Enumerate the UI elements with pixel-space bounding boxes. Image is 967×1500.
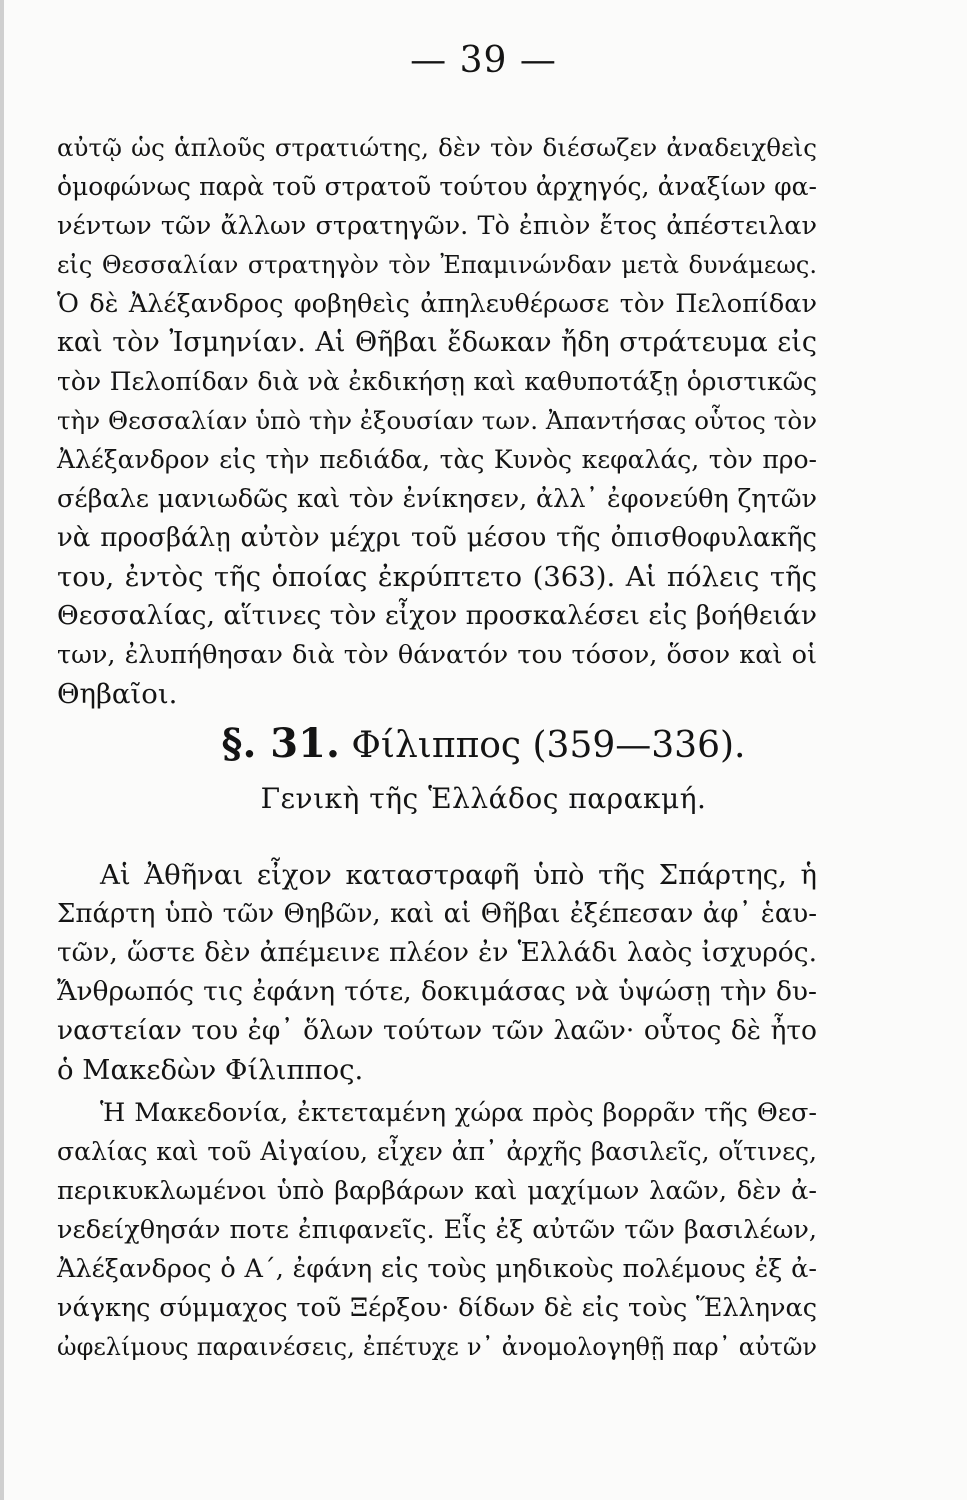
text-line: νάγκης σύμμαχος τοῦ Ξέρξου· δίδων δὲ εἰς τοὺς Ἕλληνας: [57, 1293, 817, 1323]
text-line: Θεσσαλίας, αἵτινες τὸν εἶχον προσκαλέσει εἰς βοήθειάν: [57, 600, 817, 631]
text-line: Ἡ Μακεδονία, ἐκτεταμένη χώρα πρὸς βορρᾶν τῆς Θεσ-: [100, 1098, 817, 1128]
text-line: αὐτῷ ὡς ἁπλοῦς στρατιώτης, δὲν τὸν διέσωζεν ἀναδειχθεὶς: [57, 133, 817, 162]
text-line: σαλίας καὶ τοῦ Αἰγαίου, εἶχεν ἀπ᾽ ἀρχῆς βασιλεῖς, οἵτινες,: [57, 1137, 817, 1166]
page-number: — 39 —: [410, 40, 557, 81]
text-line: τὸν Πελοπίδαν διὰ νὰ ἐκδικήσῃ καὶ καθυποτάξῃ ὁριστικῶς: [57, 367, 817, 396]
text-line: νεδείχθησάν ποτε ἐπιφανεῖς. Εἷς ἐξ αὐτῶν τῶν βασιλέων,: [57, 1215, 817, 1245]
text-line: καὶ τὸν Ἰσμηνίαν. Αἱ Θῆβαι ἔδωκαν ἤδη στράτευμα εἰς: [57, 327, 817, 358]
section-heading: [0, 720, 967, 767]
text-line: νὰ προσβάλῃ αὐτὸν μέχρι τοῦ μέσου τῆς ὀπισθοφυλακῆς: [57, 523, 817, 553]
text-line: νέντων τῶν ἄλλων στρατηγῶν. Τὸ ἐπιὸν ἔτος ἀπέστειλαν: [57, 211, 817, 241]
text-line: Ἀλέξανδρος ὁ Α΄, ἐφάνη εἰς τοὺς μηδικοὺς πολέμους ἐξ ἀ-: [57, 1254, 817, 1284]
text-line: τῶν, ὥστε δὲν ἀπέμεινε πλέον ἐν Ἑλλάδι λαὸς ἰσχυρός.: [57, 937, 817, 968]
text-line: Ἀλέξανδρον εἰς τὴν πεδιάδα, τὰς Κυνὸς κεφαλάς, τὸν προ-: [57, 445, 817, 474]
text-line: Σπάρτη ὑπὸ τῶν Θηβῶν, καὶ αἱ Θῆβαι ἐξέπεσαν ἀφ᾽ ἑαυ-: [57, 899, 817, 929]
text-line: ὁ Μακεδὼν Φίλιππος.: [57, 1054, 364, 1086]
text-line: Ἄνθρωπός τις ἐφάνη τότε, δοκιμάσας νὰ ὑψώσῃ τὴν δυ-: [57, 976, 817, 1007]
text-line: Ὁ δὲ Ἀλέξανδρος φοβηθεὶς ἀπηλευθέρωσε τὸν Πελοπίδαν: [57, 289, 817, 319]
text-line: Θηβαῖοι.: [57, 678, 178, 710]
text-line: Αἱ Ἀθῆναι εἶχον καταστραφῆ ὑπὸ τῆς Σπάρτης, ἡ: [100, 859, 817, 891]
text-line: τὴν Θεσσαλίαν ὑπὸ τὴν ἐξουσίαν των. Ἀπαντήσας οὗτος τὸν: [57, 406, 817, 435]
text-line: σέβαλε μανιωδῶς καὶ τὸν ἐνίκησεν, ἀλλ᾽ ἐφονεύθη ζητῶν: [57, 484, 817, 514]
section-number: §. 31.: [221, 720, 340, 767]
text-line: του, ἐντὸς τῆς ὁποίας ἐκρύπτετο (363). Αἱ πόλεις τῆς: [57, 561, 817, 593]
text-line: περικυκλωμένοι ὑπὸ βαρβάρων καὶ μαχίμων λαῶν, δὲν ἀ-: [57, 1176, 817, 1206]
text-line: ναστείαν του ἐφ᾽ ὅλων τούτων τῶν λαῶν· οὗτος δὲ ἦτο: [57, 1015, 817, 1046]
text-line: των, ἐλυπήθησαν διὰ τὸν θάνατόν του τόσον, ὅσον καὶ οἱ: [57, 640, 817, 670]
section-title: Φίλιππος (359—336).: [351, 725, 746, 766]
text-line: ὁμοφώνως παρὰ τοῦ στρατοῦ τούτου ἀρχηγός, ἀναξίων φα-: [57, 172, 817, 201]
section-subtitle: Γενικὴ τῆς Ἑλλάδος παρακμή.: [260, 782, 707, 815]
text-line: εἰς Θεσσαλίαν στρατηγὸν τὸν Ἐπαμινώνδαν μετὰ δυνάμεως.: [57, 251, 817, 279]
text-line: ὠφελίμους παραινέσεις, ἐπέτυχε ν᾽ ἀνομολογηθῇ παρ᾽ αὐτῶν: [57, 1333, 817, 1361]
